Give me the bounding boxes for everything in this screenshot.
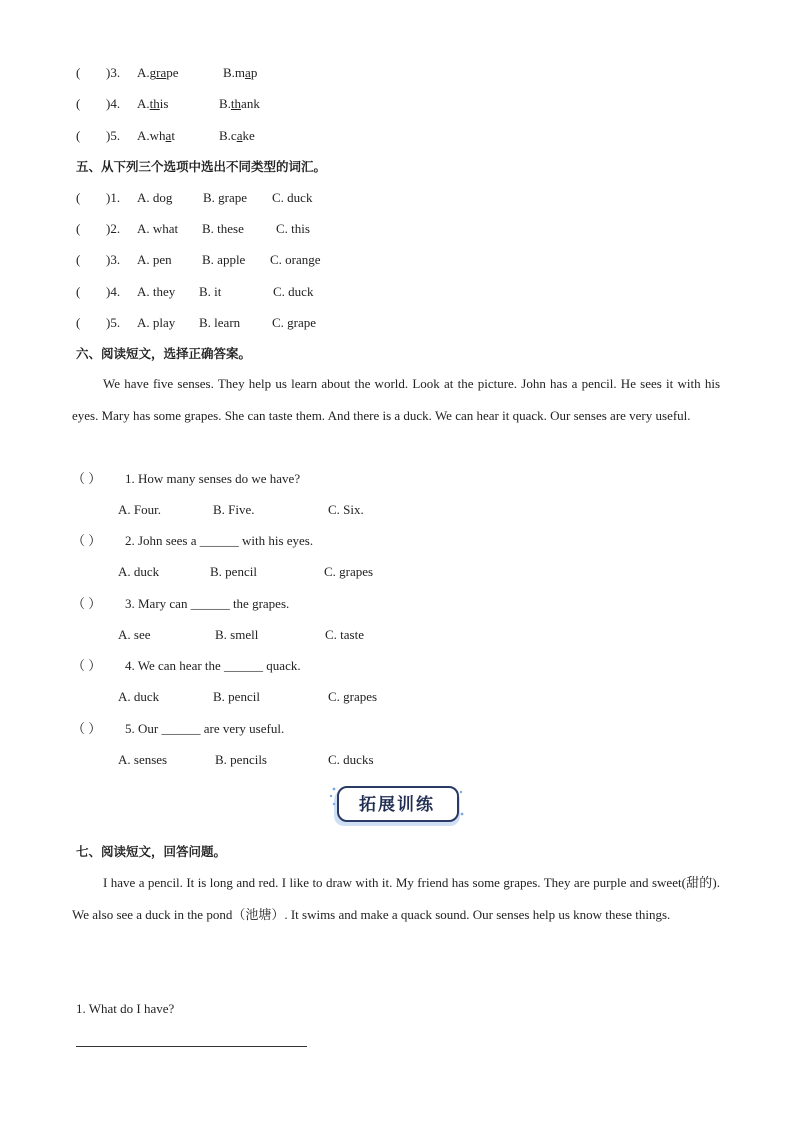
section-7-passage: I have a pencil. It is long and red. I like to draw with it. My friend has some grapes. They are purple and sweet(甜的). We also see a duck in the pond（池塘）. It swims and make a quack sound. Our senses help us know these things. (72, 875, 720, 922)
question-text: 2. John sees a ______ with his eyes. (125, 533, 314, 548)
option-b: B.thank (219, 96, 260, 111)
question-text: 3. Mary can ______ the grapes. (125, 596, 290, 611)
option-b: B. learn (199, 315, 241, 330)
option-c: C. grapes (324, 564, 374, 579)
option-a: A. duck (118, 689, 160, 704)
option-b: B. pencil (210, 564, 257, 579)
option-c: C. grapes (328, 689, 378, 704)
paren-open: ( (76, 221, 81, 236)
option-b: B. pencils (215, 752, 267, 767)
paren-open: ( (76, 96, 81, 111)
option-c: C. duck (272, 190, 313, 205)
question-1-text: 1. What do I have? (76, 1001, 175, 1016)
option-c: C. duck (273, 284, 314, 299)
answer-paren: （ ） (72, 658, 102, 673)
question-text: 4. We can hear the ______ quack. (125, 658, 301, 673)
option-a: A. dog (137, 190, 173, 205)
option-b: B. Five. (213, 502, 255, 517)
option-a: A. senses (118, 752, 168, 767)
option-c: C. ducks (328, 752, 374, 767)
paren-open: ( (76, 190, 81, 205)
question-number: )4. (106, 284, 121, 299)
option-a: A. they (137, 284, 176, 299)
paren-open: ( (76, 252, 81, 267)
option-b: B.cake (219, 128, 255, 143)
option-a: A.this (137, 96, 169, 111)
option-b: B. grape (203, 190, 248, 205)
option-a: A. Four. (118, 502, 161, 517)
option-b: B. apple (202, 252, 246, 267)
option-b: B.map (223, 65, 258, 80)
banner-title: 拓展训练 (359, 795, 435, 815)
question-number: )3. (106, 65, 121, 80)
question-number: )5. (106, 128, 121, 143)
section-7-title: 七、阅读短文，回答问题。 (76, 844, 227, 859)
paren-open: ( (76, 128, 81, 143)
option-b: B. these (202, 221, 244, 236)
answer-line[interactable] (76, 1046, 307, 1047)
answer-paren: （ ） (72, 533, 102, 548)
option-a: A. see (118, 627, 151, 642)
option-a: A. pen (137, 252, 172, 267)
answer-paren: （ ） (72, 471, 102, 486)
answer-paren: （ ） (72, 721, 102, 736)
option-c: C. grape (272, 315, 317, 330)
option-a: A.grape (137, 65, 179, 80)
section-5-title: 五、从下列三个选项中选出不同类型的词汇。 (76, 159, 327, 174)
option-c: C. orange (270, 252, 321, 267)
question-text: 1. How many senses do we have? (125, 471, 301, 486)
section-6-title: 六、阅读短文，选择正确答案。 (76, 346, 252, 361)
section-6-passage: We have five senses. They help us learn about the world. Look at the picture. John has a pencil. He sees it with his eyes. Mary has some grapes. She can taste them. And there is a duck. We can hear it quack. Our senses are very useful. (72, 376, 720, 423)
paren-open: ( (76, 315, 81, 330)
question-number: )5. (106, 315, 121, 330)
option-c: C. Six. (328, 502, 364, 517)
option-b: B. it (199, 284, 222, 299)
question-number: )1. (106, 190, 121, 205)
option-a: A. what (137, 221, 179, 236)
option-a: A. duck (118, 564, 160, 579)
paren-open: ( (76, 284, 81, 299)
option-b: B. smell (215, 627, 259, 642)
question-text: 5. Our ______ are very useful. (125, 721, 285, 736)
paren-open: ( (76, 65, 81, 80)
option-a: A. play (137, 315, 176, 330)
question-number: )2. (106, 221, 121, 236)
option-b: B. pencil (213, 689, 260, 704)
question-number: )3. (106, 252, 121, 267)
option-c: C. this (276, 221, 310, 236)
answer-paren: （ ） (72, 596, 102, 611)
question-number: )4. (106, 96, 121, 111)
option-c: C. taste (325, 627, 364, 642)
option-a: A.what (137, 128, 175, 143)
